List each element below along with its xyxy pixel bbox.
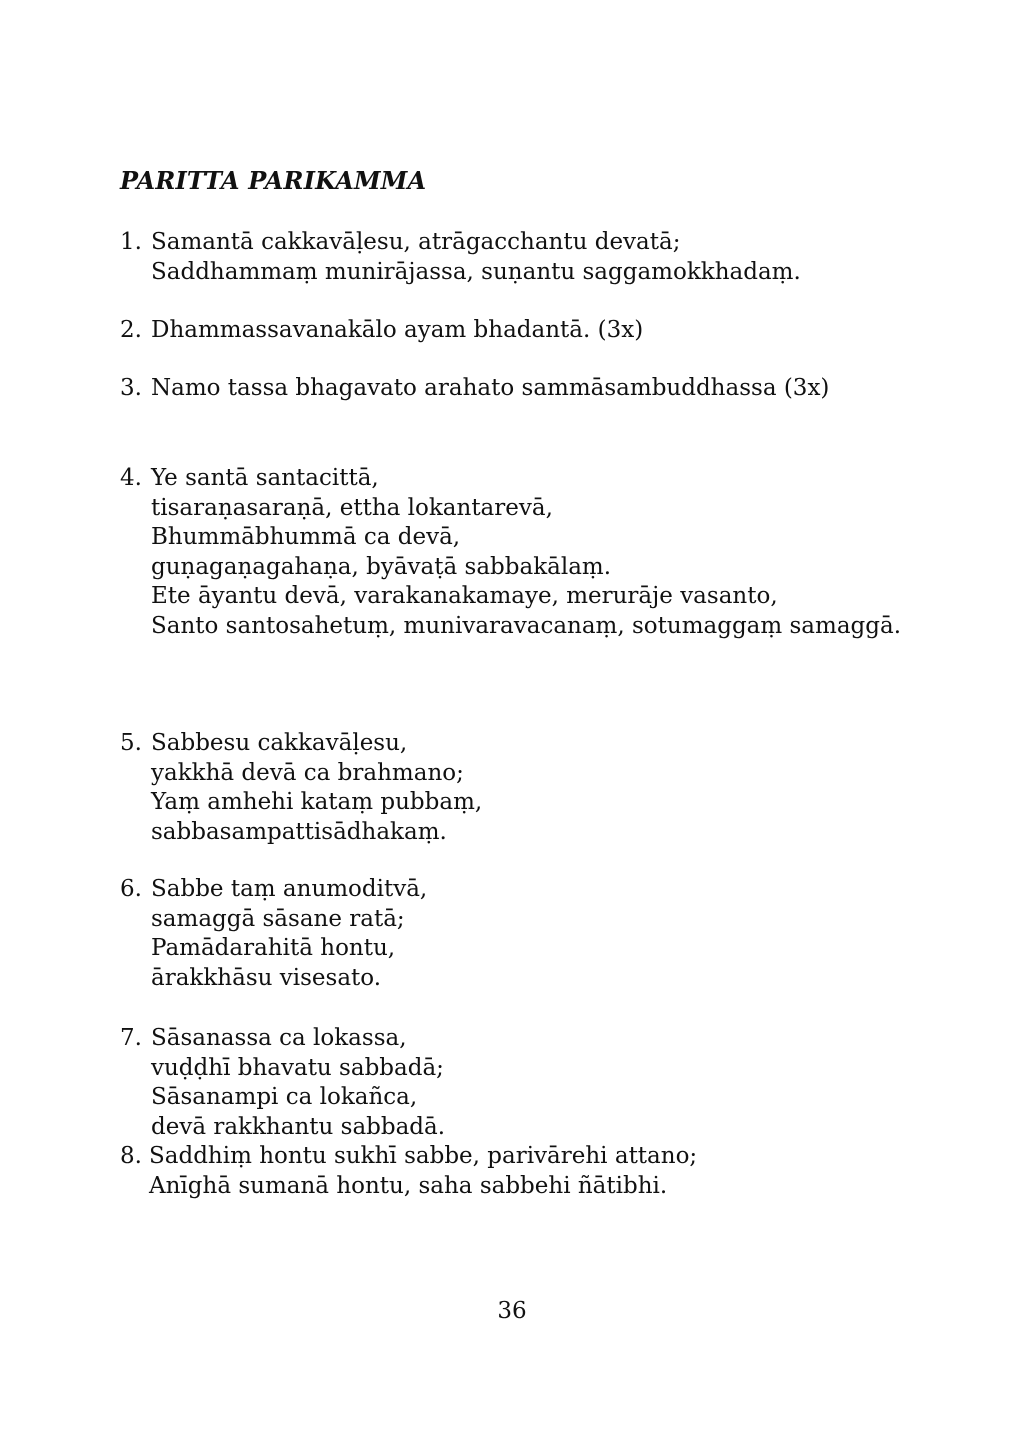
verse-line: Bhummābhummā ca devā,	[151, 524, 461, 550]
verse-number: 5.	[120, 730, 142, 756]
verse-line: yakkhā devā ca brahmano;	[151, 759, 464, 786]
verse-4	[120, 464, 901, 641]
verse-1	[120, 228, 801, 287]
verse-line: Saddhiṃ hontu sukhī sabbe, parivārehi attano;	[149, 1143, 698, 1169]
verse-line: samaggā sāsane ratā;	[151, 905, 405, 932]
verse-line: tisaraṇasaraṇā, ettha lokantarevā,	[151, 494, 553, 521]
verse-line: sabbasampattisādhakaṃ.	[151, 818, 447, 845]
verse-line: Samantā cakkavāḷesu, atrāgacchantu devatā;	[151, 229, 681, 255]
verse-line: Pamādarahitā hontu,	[151, 935, 396, 961]
verse-line: Santo santosahetuṃ, munivaravacanaṃ, sotumaggaṃ samaggā.	[151, 612, 902, 639]
verse-line: ārakkhāsu visesato.	[151, 964, 382, 991]
verse-line: Dhammassavanakālo ayam bhadantā. (3x)	[151, 317, 644, 343]
verse-line: Yaṃ amhehi kataṃ pubbaṃ,	[151, 789, 483, 815]
verse-number: 3.	[120, 375, 142, 401]
verse-line: Namo tassa bhagavato arahato sammāsambuddhassa (3x)	[151, 375, 830, 401]
verse-line: Sāsanassa ca lokassa,	[151, 1025, 407, 1051]
page-title: PARITTA PARIKAMMA	[120, 166, 427, 195]
verse-5	[120, 729, 482, 847]
verse-6	[120, 875, 427, 993]
verse-number: 2.	[120, 317, 142, 343]
verse-number: 6.	[120, 876, 142, 902]
verse-number: 7.	[120, 1025, 142, 1051]
verse-line: Sabbesu cakkavāḷesu,	[151, 730, 408, 756]
verse-line: Sāsanampi ca lokañca,	[151, 1084, 418, 1110]
verse-line: Anīghā sumanā hontu, saha sabbehi ñātibhi.	[149, 1172, 668, 1199]
verse-number: 1.	[120, 229, 142, 255]
verse-number: 4.	[120, 465, 142, 491]
page-number: 36	[497, 1298, 527, 1324]
verse-number: 8.	[120, 1143, 142, 1169]
verse-7	[120, 1024, 445, 1142]
verse-line: Saddhammaṃ munirājassa, suṇantu saggamokkhadaṃ.	[151, 258, 801, 285]
verse-line: Ete āyantu devā, varakanakamaye, merurāje vasanto,	[151, 583, 778, 609]
verse-line: vuḍḍhī bhavatu sabbadā;	[151, 1054, 444, 1081]
verse-3	[120, 374, 829, 404]
verse-line: guṇagaṇagahaṇa, byāvaṭā sabbakālaṃ.	[151, 553, 612, 580]
verse-8	[120, 1142, 697, 1201]
verse-line: Sabbe taṃ anumoditvā,	[151, 876, 428, 902]
verse-line: Ye santā santacittā,	[151, 465, 379, 491]
verse-line: devā rakkhantu sabbadā.	[151, 1113, 446, 1140]
verse-2	[120, 316, 643, 346]
